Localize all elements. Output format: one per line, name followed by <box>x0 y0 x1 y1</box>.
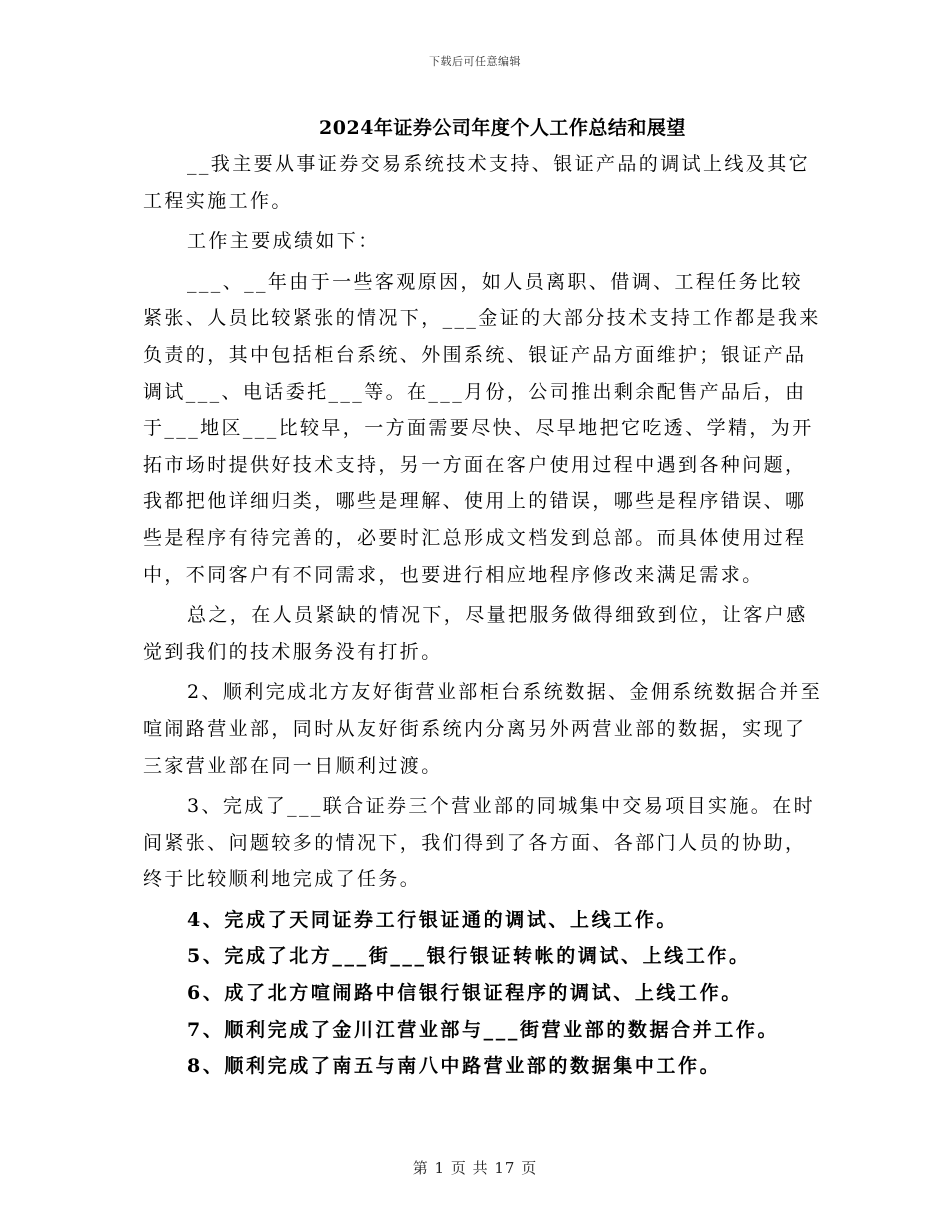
bold-item-8: 8、顺利完成了南五与南八中路营业部的数据集中工作。 <box>187 1055 722 1078</box>
paragraph-item-2: 2、顺利完成北方友好街营业部柜台系统数据、金佣系统数据合并至喧闹路营业部，同时从友好街系统内分离另外两营业部的数据，实现了三家营业部在同一日顺利过渡。 <box>143 681 823 777</box>
bold-item-6: 6、成了北方喧闹路中信银行银证程序的调试、上线工作。 <box>187 982 743 1005</box>
bold-item-7: 7、顺利完成了金川江营业部与___街营业部的数据合并工作。 <box>187 1018 780 1041</box>
paragraph-summary: 总之，在人员紧缺的情况下，尽量把服务做得细致到位，让客户感觉到我们的技术服务没有打折。 <box>143 604 808 663</box>
document-body <box>143 146 823 1085</box>
document-title: 2024年证券公司年度个人工作总结和展望 <box>319 117 686 139</box>
page-header: 下载后可任意编辑 <box>429 55 521 68</box>
page-footer: 第 1 页 共 17 页 <box>412 1159 538 1177</box>
bold-item-5: 5、完成了北方___街___银行银证转帐的调试、上线工作。 <box>187 945 751 968</box>
paragraph-intro: __我主要从事证券交易系统技术支持、银证产品的调试上线及其它工程实施工作。 <box>143 153 811 212</box>
paragraph-item-1: ___、__年由于一些客观原因，如人员离职、借调、工程任务比较紧张、人员比较紧张的情况下，___金证的大部分技术支持工作都是我来负责的，其中包括柜台系统、外围系统、银证产品方面维护；银证产品调试___、电话委托___等。在___月份，公司推出剩余配售产品后，由于___地区___比较早，一方面需要尽快、尽早地把它吃透、学精，为开拓市场时提供好技术支持，另一方面在客户使用过程中遇到各种问题，我都把他详细归类，哪些是理解、使用上的错误，哪些是程序错误、哪些是程序有待完善的，必要时汇总形成文档发到总部。而具体使用过程中，不同客户有不同需求，也要进行相应地程序修改来满足需求。 <box>143 270 821 586</box>
bold-item-4: 4、完成了天同证券工行银证通的调试、上线工作。 <box>187 908 679 931</box>
paragraph-item-3: 3、完成了___联合证券三个营业部的同城集中交易项目实施。在时间紧张、问题较多的情况下，我们得到了各方面、各部门人员的协助，终于比较顺利地完成了任务。 <box>143 795 815 891</box>
paragraph-achievements-heading: 工作主要成绩如下： <box>187 230 380 253</box>
